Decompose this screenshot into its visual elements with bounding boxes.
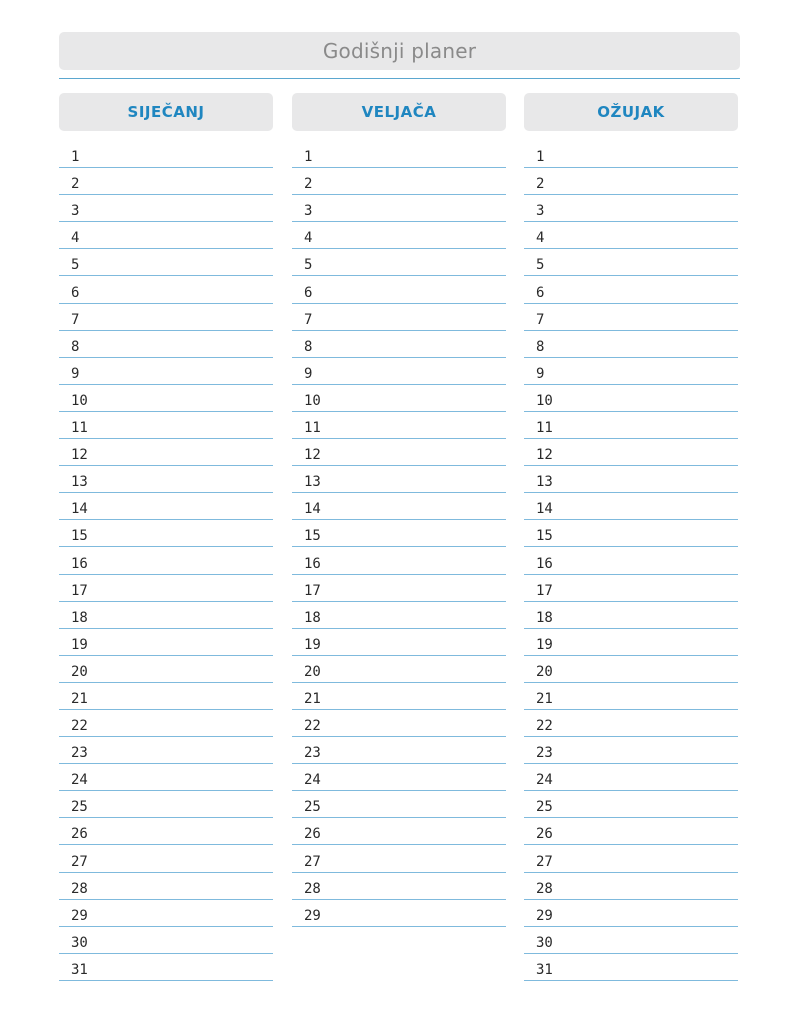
day-number: 22 bbox=[304, 718, 321, 735]
day-row[interactable] bbox=[524, 575, 738, 602]
day-row[interactable] bbox=[524, 385, 738, 412]
day-number: 15 bbox=[536, 528, 553, 545]
day-row[interactable] bbox=[292, 412, 506, 439]
month-header bbox=[292, 93, 506, 131]
day-row[interactable] bbox=[59, 439, 273, 466]
day-row[interactable] bbox=[59, 656, 273, 683]
day-number: 23 bbox=[71, 745, 88, 762]
day-row[interactable] bbox=[524, 331, 738, 358]
day-number: 21 bbox=[304, 690, 321, 707]
day-number: 6 bbox=[304, 284, 313, 301]
day-row[interactable] bbox=[524, 249, 738, 276]
day-number: 10 bbox=[536, 392, 553, 409]
month-column-february bbox=[292, 93, 506, 927]
day-number: 17 bbox=[71, 582, 88, 599]
day-row[interactable] bbox=[524, 602, 738, 629]
day-number: 3 bbox=[304, 203, 313, 220]
day-number: 5 bbox=[536, 257, 545, 274]
day-number: 25 bbox=[71, 799, 88, 816]
day-row[interactable] bbox=[524, 764, 738, 791]
month-column-march bbox=[524, 93, 738, 981]
day-row[interactable] bbox=[59, 195, 273, 222]
month-name: OŽUJAK bbox=[597, 103, 665, 121]
day-row[interactable] bbox=[292, 222, 506, 249]
day-number: 12 bbox=[536, 447, 553, 464]
day-row[interactable] bbox=[292, 547, 506, 574]
month-name: VELJAČA bbox=[361, 103, 437, 121]
day-row[interactable] bbox=[292, 249, 506, 276]
day-row[interactable] bbox=[59, 737, 273, 764]
day-row[interactable] bbox=[59, 791, 273, 818]
day-row[interactable] bbox=[292, 602, 506, 629]
day-row[interactable] bbox=[524, 927, 738, 954]
day-number: 23 bbox=[304, 745, 321, 762]
day-number: 18 bbox=[71, 609, 88, 626]
day-row[interactable] bbox=[292, 683, 506, 710]
day-row[interactable] bbox=[524, 683, 738, 710]
day-list bbox=[292, 141, 506, 927]
day-number: 27 bbox=[71, 853, 88, 870]
day-row[interactable] bbox=[292, 791, 506, 818]
day-number: 6 bbox=[536, 284, 545, 301]
day-row[interactable] bbox=[292, 710, 506, 737]
day-row[interactable] bbox=[59, 276, 273, 303]
day-row[interactable] bbox=[59, 385, 273, 412]
day-number: 10 bbox=[71, 392, 88, 409]
day-number: 24 bbox=[71, 772, 88, 789]
day-number: 12 bbox=[304, 447, 321, 464]
day-number: 26 bbox=[536, 826, 553, 843]
day-row[interactable] bbox=[59, 954, 273, 981]
day-number: 19 bbox=[71, 636, 88, 653]
day-row[interactable] bbox=[292, 358, 506, 385]
day-number: 11 bbox=[71, 420, 88, 437]
day-row[interactable] bbox=[59, 845, 273, 872]
day-row[interactable] bbox=[292, 141, 506, 168]
day-row[interactable] bbox=[292, 873, 506, 900]
day-number: 25 bbox=[536, 799, 553, 816]
page-title: Godišnji planer bbox=[322, 39, 477, 63]
day-row[interactable] bbox=[292, 276, 506, 303]
day-row[interactable] bbox=[524, 656, 738, 683]
day-number: 13 bbox=[536, 474, 553, 491]
day-number: 21 bbox=[71, 690, 88, 707]
day-number: 22 bbox=[71, 718, 88, 735]
day-row[interactable] bbox=[59, 168, 273, 195]
day-number: 27 bbox=[536, 853, 553, 870]
day-number: 15 bbox=[71, 528, 88, 545]
day-number: 16 bbox=[536, 555, 553, 572]
day-row[interactable] bbox=[59, 222, 273, 249]
month-column-january bbox=[59, 93, 273, 981]
day-row[interactable] bbox=[524, 304, 738, 331]
day-list bbox=[524, 141, 738, 981]
day-number: 8 bbox=[536, 338, 545, 355]
day-row[interactable] bbox=[292, 656, 506, 683]
month-name: SIJEČANJ bbox=[127, 103, 205, 121]
day-row[interactable] bbox=[59, 466, 273, 493]
day-number: 2 bbox=[71, 176, 80, 193]
day-row[interactable] bbox=[59, 629, 273, 656]
day-row[interactable] bbox=[524, 954, 738, 981]
day-number: 17 bbox=[304, 582, 321, 599]
day-number: 29 bbox=[536, 907, 553, 924]
day-number: 23 bbox=[536, 745, 553, 762]
day-row[interactable] bbox=[292, 304, 506, 331]
day-row[interactable] bbox=[59, 927, 273, 954]
day-row[interactable] bbox=[524, 412, 738, 439]
day-number: 20 bbox=[536, 663, 553, 680]
day-row[interactable] bbox=[292, 520, 506, 547]
day-number: 9 bbox=[536, 365, 545, 382]
day-row[interactable] bbox=[524, 520, 738, 547]
day-number: 13 bbox=[304, 474, 321, 491]
day-number: 15 bbox=[304, 528, 321, 545]
day-number: 19 bbox=[536, 636, 553, 653]
day-number: 1 bbox=[71, 149, 80, 166]
day-number: 2 bbox=[304, 176, 313, 193]
day-row[interactable] bbox=[292, 493, 506, 520]
day-row[interactable] bbox=[292, 818, 506, 845]
day-number: 30 bbox=[71, 934, 88, 951]
day-row[interactable] bbox=[524, 547, 738, 574]
day-number: 30 bbox=[536, 934, 553, 951]
day-number: 19 bbox=[304, 636, 321, 653]
day-row[interactable] bbox=[59, 141, 273, 168]
day-row[interactable] bbox=[524, 222, 738, 249]
day-number: 28 bbox=[71, 880, 88, 897]
day-row[interactable] bbox=[292, 575, 506, 602]
day-row[interactable] bbox=[524, 791, 738, 818]
day-number: 9 bbox=[71, 365, 80, 382]
day-row[interactable] bbox=[524, 873, 738, 900]
day-number: 20 bbox=[304, 663, 321, 680]
day-row[interactable] bbox=[524, 168, 738, 195]
day-row[interactable] bbox=[59, 493, 273, 520]
day-row[interactable] bbox=[59, 331, 273, 358]
day-row[interactable] bbox=[524, 629, 738, 656]
day-number: 24 bbox=[304, 772, 321, 789]
day-row[interactable] bbox=[59, 412, 273, 439]
day-row[interactable] bbox=[292, 385, 506, 412]
day-number: 7 bbox=[304, 311, 313, 328]
day-number: 8 bbox=[304, 338, 313, 355]
day-number: 2 bbox=[536, 176, 545, 193]
day-row[interactable] bbox=[524, 141, 738, 168]
day-row[interactable] bbox=[292, 168, 506, 195]
planner-title-bar bbox=[59, 32, 740, 70]
day-row[interactable] bbox=[59, 683, 273, 710]
day-row[interactable] bbox=[524, 900, 738, 927]
day-number: 6 bbox=[71, 284, 80, 301]
day-row[interactable] bbox=[59, 873, 273, 900]
day-number: 3 bbox=[536, 203, 545, 220]
day-number: 21 bbox=[536, 690, 553, 707]
day-number: 11 bbox=[536, 420, 553, 437]
day-row[interactable] bbox=[292, 764, 506, 791]
day-row[interactable] bbox=[59, 710, 273, 737]
day-number: 10 bbox=[304, 392, 321, 409]
day-row[interactable] bbox=[524, 818, 738, 845]
day-number: 17 bbox=[536, 582, 553, 599]
day-number: 4 bbox=[71, 230, 80, 247]
day-number: 29 bbox=[304, 907, 321, 924]
day-number: 13 bbox=[71, 474, 88, 491]
day-row[interactable] bbox=[524, 710, 738, 737]
day-row[interactable] bbox=[292, 331, 506, 358]
day-row[interactable] bbox=[292, 195, 506, 222]
day-row[interactable] bbox=[524, 845, 738, 872]
day-number: 22 bbox=[536, 718, 553, 735]
day-number: 28 bbox=[304, 880, 321, 897]
day-number: 4 bbox=[536, 230, 545, 247]
day-number: 25 bbox=[304, 799, 321, 816]
day-row[interactable] bbox=[292, 900, 506, 927]
day-number: 18 bbox=[536, 609, 553, 626]
day-number: 26 bbox=[304, 826, 321, 843]
day-number: 29 bbox=[71, 907, 88, 924]
day-number: 20 bbox=[71, 663, 88, 680]
day-row[interactable] bbox=[59, 900, 273, 927]
day-row[interactable] bbox=[292, 466, 506, 493]
day-number: 16 bbox=[304, 555, 321, 572]
day-number: 8 bbox=[71, 338, 80, 355]
day-row[interactable] bbox=[59, 575, 273, 602]
day-row[interactable] bbox=[59, 818, 273, 845]
day-number: 5 bbox=[304, 257, 313, 274]
day-number: 31 bbox=[71, 961, 88, 978]
day-row[interactable] bbox=[59, 358, 273, 385]
day-number: 26 bbox=[71, 826, 88, 843]
day-number: 28 bbox=[536, 880, 553, 897]
day-row[interactable] bbox=[59, 304, 273, 331]
day-number: 16 bbox=[71, 555, 88, 572]
day-number: 7 bbox=[536, 311, 545, 328]
day-row[interactable] bbox=[292, 845, 506, 872]
day-row[interactable] bbox=[524, 358, 738, 385]
day-row[interactable] bbox=[59, 547, 273, 574]
day-number: 24 bbox=[536, 772, 553, 789]
day-row[interactable] bbox=[524, 276, 738, 303]
day-number: 1 bbox=[536, 149, 545, 166]
day-row[interactable] bbox=[59, 520, 273, 547]
day-number: 18 bbox=[304, 609, 321, 626]
month-header bbox=[59, 93, 273, 131]
day-row[interactable] bbox=[524, 195, 738, 222]
day-number: 12 bbox=[71, 447, 88, 464]
day-number: 14 bbox=[536, 501, 553, 518]
day-number: 3 bbox=[71, 203, 80, 220]
title-divider bbox=[59, 78, 740, 79]
day-number: 7 bbox=[71, 311, 80, 328]
day-number: 9 bbox=[304, 365, 313, 382]
day-number: 14 bbox=[304, 501, 321, 518]
day-row[interactable] bbox=[524, 466, 738, 493]
day-row[interactable] bbox=[59, 249, 273, 276]
day-row[interactable] bbox=[292, 439, 506, 466]
day-number: 11 bbox=[304, 420, 321, 437]
day-number: 31 bbox=[536, 961, 553, 978]
day-row[interactable] bbox=[292, 737, 506, 764]
day-number: 1 bbox=[304, 149, 313, 166]
day-number: 5 bbox=[71, 257, 80, 274]
month-header bbox=[524, 93, 738, 131]
day-number: 14 bbox=[71, 501, 88, 518]
day-row[interactable] bbox=[524, 493, 738, 520]
day-row[interactable] bbox=[59, 764, 273, 791]
day-number: 4 bbox=[304, 230, 313, 247]
day-row[interactable] bbox=[524, 439, 738, 466]
day-row[interactable] bbox=[524, 737, 738, 764]
day-row[interactable] bbox=[59, 602, 273, 629]
day-list bbox=[59, 141, 273, 981]
day-row[interactable] bbox=[292, 629, 506, 656]
day-number: 27 bbox=[304, 853, 321, 870]
